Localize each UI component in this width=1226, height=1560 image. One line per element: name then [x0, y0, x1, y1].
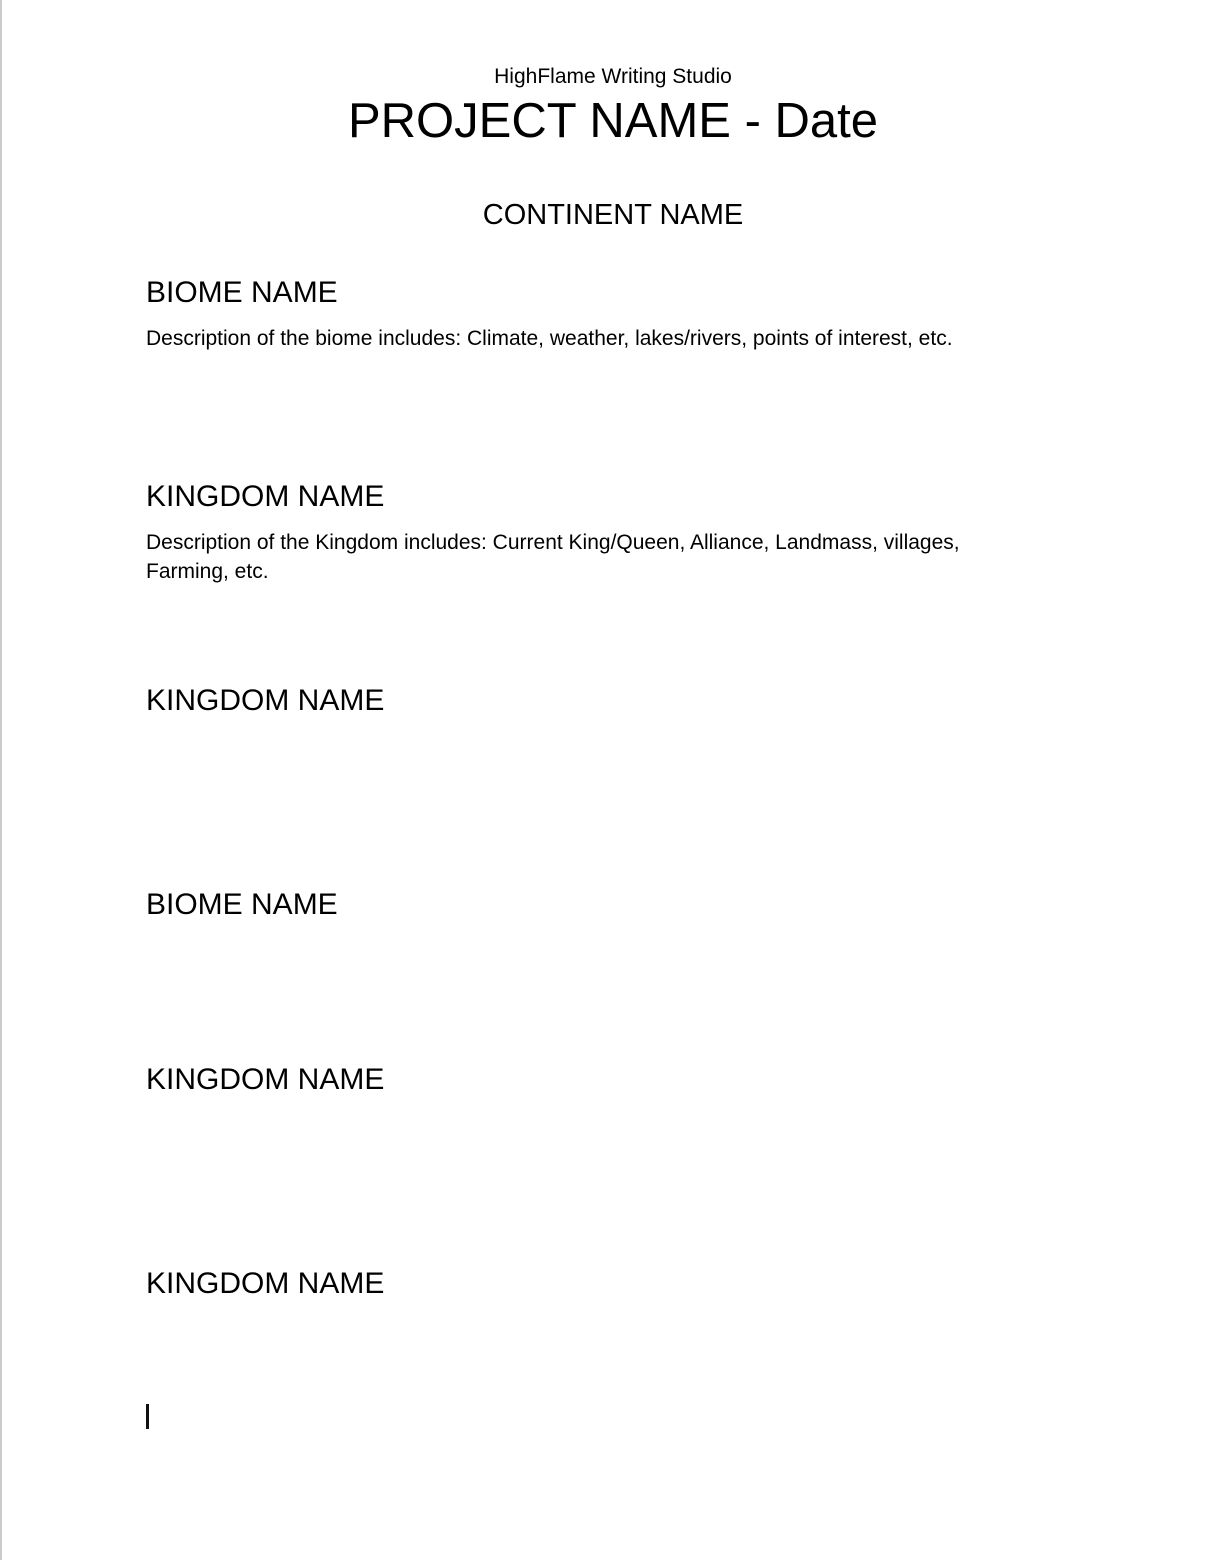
studio-name: HighFlame Writing Studio [494, 65, 732, 88]
kingdom-heading: KINGDOM NAME [146, 1267, 385, 1300]
page-left-edge [0, 0, 2, 1560]
continent-heading: CONTINENT NAME [482, 199, 744, 231]
kingdom-description: Description of the Kingdom includes: Current King/Queen, Alliance, Landmass, villages, Farming, etc. [146, 531, 960, 583]
page-title: PROJECT NAME - Date [347, 94, 879, 148]
kingdom-heading: KINGDOM NAME [146, 480, 385, 513]
biome-heading: BIOME NAME [146, 276, 338, 309]
kingdom-heading: KINGDOM NAME [146, 1063, 385, 1096]
biome-description: Description of the biome includes: Climate, weather, lakes/rivers, points of interest, etc. [146, 327, 953, 350]
biome-heading: BIOME NAME [146, 888, 338, 921]
kingdom-heading: KINGDOM NAME [146, 684, 385, 717]
text-cursor[interactable] [146, 1404, 149, 1429]
